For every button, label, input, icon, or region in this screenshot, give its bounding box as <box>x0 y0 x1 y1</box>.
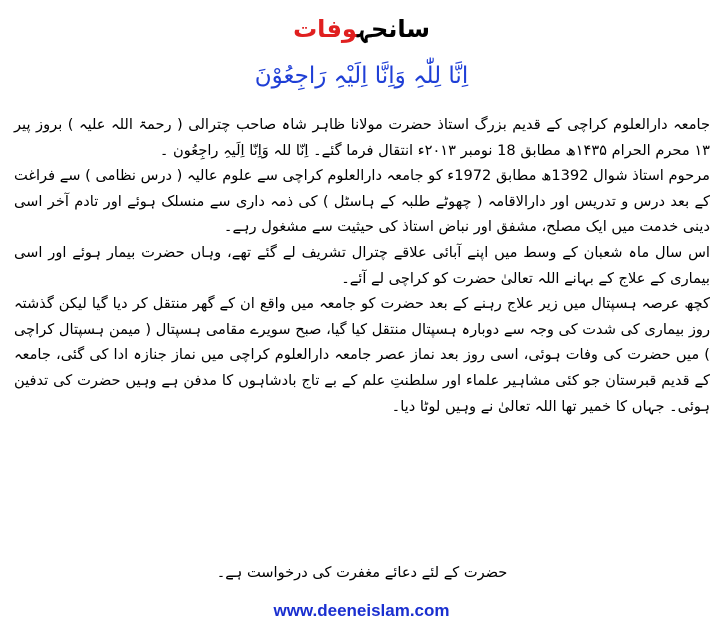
paragraph-announcement: جامعہ دارالعلوم کراچی کے قدیم بزرگ استاذ حضرت مولانا ظاہر شاہ صاحب چترالی ( رحمۃ اللہ علیہ ) بروز پیر ۱۳ محرم الحرام ۱۴۳۵ھ مطابق 18 نومبر ۲۰۱۳ء انتقال فرما گئے۔ اِنّا للہ وَاِنّا اِلَیہِ راجِعُون ۔ <box>14 116 710 159</box>
website-link[interactable]: www.deeneislam.com <box>273 601 450 620</box>
paragraph-funeral: کچھ عرصہ ہسپتال میں زیر علاج رہنے کے بعد حضرت کو جامعہ میں واقع ان کے گھر منتقل کر دیا گیا لیکن گذشتہ روز بیماری کی شدت کی وجہ سے دوبارہ ہسپتال منتقل کیا گیا، صبح سویرے مقامی ہسپتال ( میمن ہسپتال کراچی ) میں حضرت کی وفات ہوئی، اسی روز بعد نماز عصر جامعہ دارالعلوم کراچی میں نماز جنازہ ادا کی گئی، جامعہ کے قدیم قبرستان جو کئی مشاہیر علماء اور سلطنتِ علم کے بے تاج بادشاہوں کا مدفن ہے وہیں حضرت کی تدفین ہوئی۔ جہاں کا خمیر تھا اللہ تعالیٰ نے وہیں لوٹا دیا۔ <box>14 295 710 415</box>
paragraph-illness: اس سال ماہ شعبان کے وسط میں اپنے آبائی علاقے چترال تشریف لے گئے تھے، وہاں حضرت بیمار ہوئے اور اسی بیماری کے علاج کے بہانے اللہ تعالیٰ حضرت کو کراچی لے آئے۔ <box>14 243 710 287</box>
obituary-body <box>14 112 710 419</box>
quranic-verse: اِنَّا لِلّٰہِ وَاِنَّا اِلَیْہِ رَاجِعُوْنَ <box>254 63 469 89</box>
page-title <box>0 12 723 46</box>
closing-prayer-request: حضرت کے لئے دعائے مغفرت کی درخواست ہے۔ <box>216 564 508 581</box>
title-accent: وفات <box>293 15 357 43</box>
paragraph-career: مرحوم استاذ شوال 1392ھ مطابق 1972ء کو جامعہ دارالعلوم کراچی سے علوم عالیہ ( درس نظامی ) سے فراغت کے بعد درس و تدریس اور دارالاقامہ ( چھوٹے طلبہ کے ہاسٹل ) کی ذمہ داری سے منسلک ہوئے اور تادم آخر اسی دینی خدمت میں ایک مصلح، مشفق اور نباض استاذ کی حیثیت سے مشغول رہے۔ <box>14 167 710 236</box>
title-main: سانحہ <box>356 15 430 43</box>
